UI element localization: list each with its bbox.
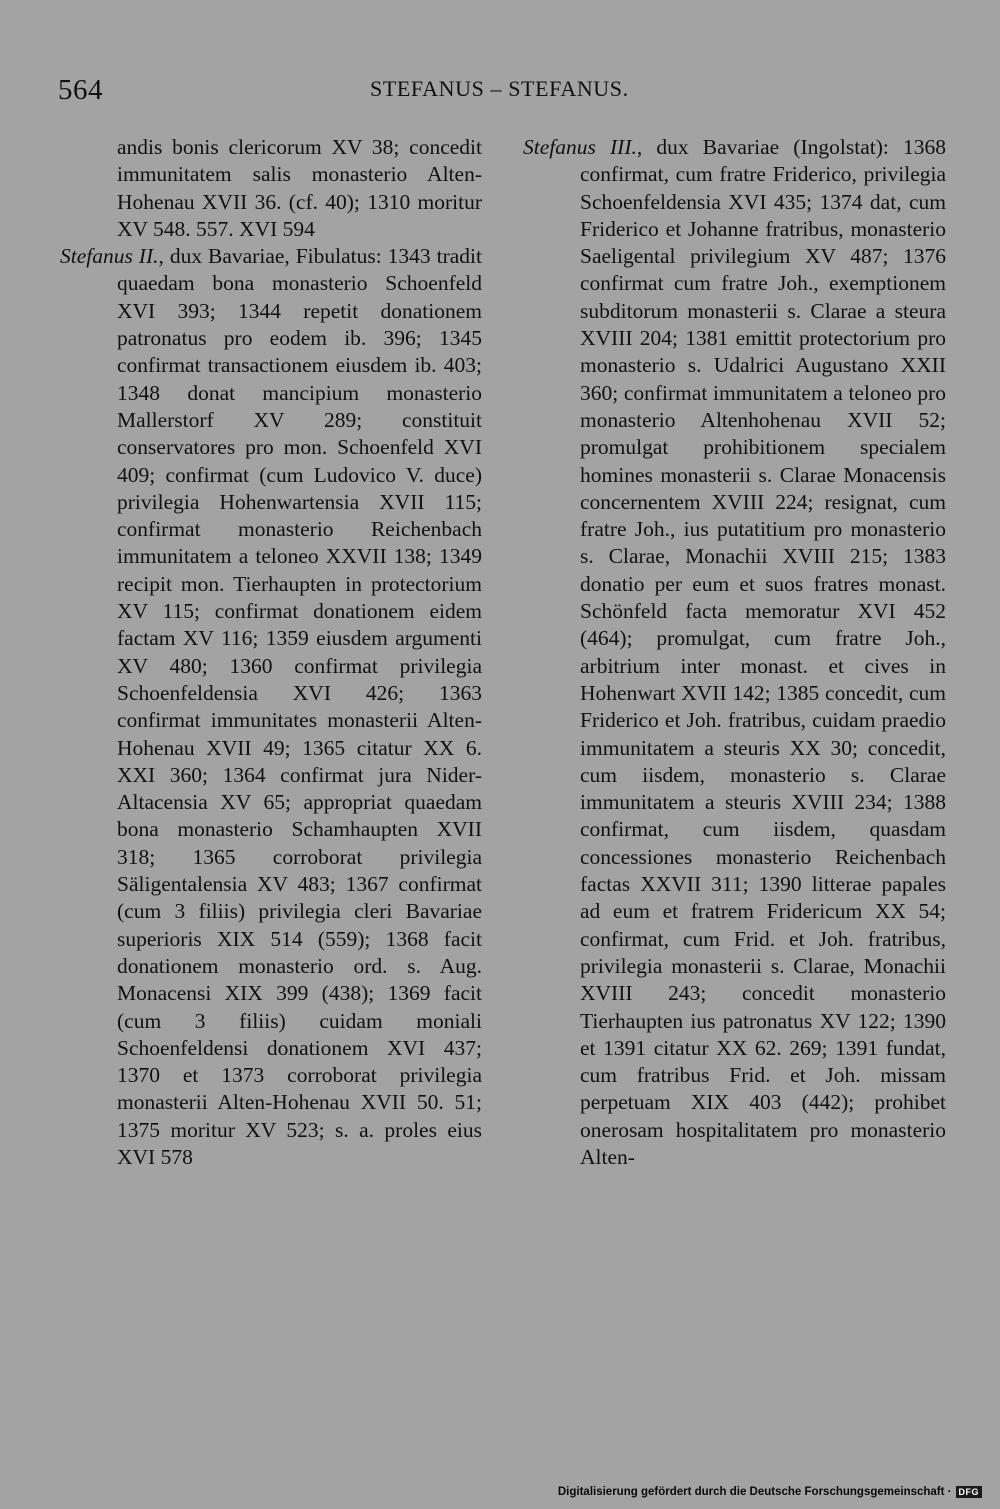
footer-text: Digitalisierung gefördert durch die Deutsche Forschungsgemeinschaft · bbox=[557, 1486, 952, 1498]
running-head: STEFANUS – STEFANUS. bbox=[370, 76, 629, 101]
left-column bbox=[60, 134, 482, 1171]
page-number: 564 bbox=[58, 74, 103, 106]
entry-stefanus-iii bbox=[523, 134, 946, 1171]
entry-continuation: andis bonis clericorum XV 38; concedit immunitatem salis monasterio Alten-Hohenau XVII 36. (cf. 40); 1310 moritur XV 548. 557. XVI 594 bbox=[117, 135, 482, 241]
entry-text: , dux Bavariae (Ingolstat): 1368 confirmat, cum fratre Friderico, privilegia Schoenfeldensia XVI 435; 1374 dat, cum Friderico et Johanne fratribus, monasterio Saeligental privilegium XV 487; 1376 confirmat cum fratre Joh., exemptionem subditorum monasterii s. Clarae a steura XVIII 204; 1381 emittit protectorium pro monasterio s. Udalrici Augustano XXII 360; confirmat immunitatem a teloneo pro monasterio Altenhohenau XVII 52; promulgat prohibitionem specialem homines monasterii s. Clarae Monacensis concernentem XVIII 224; resignat, cum fratre Joh., ius putatitium pro monasterio s. Clarae, Monachii XVIII 215; 1383 donatio per eum et suos fratres monast. Schönfeld facta memoratur XVI 452 (464); promulgat, cum fratre Joh., arbitrium inter monast. et cives in Hohenwart XVII 142; 1385 concedit, cum Friderico et Joh. fratribus, cuidam praedio immunitatem a steuris XX 30; concedit, cum iisdem, monasterio s. Clarae immunitatem a steuris XVIII 234; 1388 confirmat, cum iisdem, quasdam concessiones monasterio Reichenbach factas XXVII 311; 1390 litterae papales ad eum et fratrem Fridericum XX 54; confirmat, cum Frid. et Joh. fratribus, privilegia monasterii s. Clarae, Monachii XVIII 243; concedit monasterio Tierhaupten ius patronatus XV 122; 1390 et 1391 citatur XX 62. 269; 1391 fundat, cum fratribus Frid. et Joh. missam perpetuam XIX 403 (442); prohibet onerosam hospitalitatem pro monasterio Alten- bbox=[580, 135, 946, 1169]
entry-text: , dux Bavariae, Fibulatus: 1343 tradit quaedam bona monasterio Schoenfeld XVI 393; 1344 repetit donationem patronatus pro eodem ib. 396; 1345 confirmat transactionem eiusdem ib. 403; 1348 donat mancipium monasterio Mallerstorf XV 289; constituit conservatores pro mon. Schoenfeld XVI 409; confirmat (cum Ludovico V. duce) privilegia Hohenwartensia XVII 115; confirmat monasterio Reichenbach immunitatem a teloneo XXVII 138; 1349 recipit mon. Tierhaupten in protectorium XV 115; confirmat donationem eidem factam XV 116; 1359 eiusdem argumenti XV 480; 1360 confirmat privilegia Schoenfeldensia XVI 426; 1363 confirmat immunitates monasterii Alten-Hohenau XVII 49; 1365 citatur XX 6. XXI 360; 1364 confirmat jura Nider-Altacensia XV 65; appropriat quaedam bona monasterio Schamhaupten XVII 318; 1365 corroborat privilegia Säligentalensia XV 483; 1367 confirmat (cum 3 filiis) privilegia cleri Bavariae superioris XIX 514 (559); 1368 facit donationem monasterio ord. s. Aug. Monacensi XIX 399 (438); 1369 facit (cum 3 filiis) cuidam moniali Schoenfeldensi donationem XVI 437; 1370 et 1373 corroborat privilegia monasterii Alten-Hohenau XVII 50. 51; 1375 moritur XV 523; s. a. proles eius XVI 578 bbox=[117, 244, 482, 1169]
dfg-logo: DFG bbox=[956, 1486, 983, 1498]
headword-stefanus-ii: Stefanus II. bbox=[60, 244, 159, 269]
digitization-credit bbox=[558, 1486, 982, 1498]
entry-stefanus-ii bbox=[60, 243, 482, 1171]
right-column bbox=[523, 134, 946, 1171]
headword-stefanus-iii: Stefanus III. bbox=[523, 135, 637, 159]
